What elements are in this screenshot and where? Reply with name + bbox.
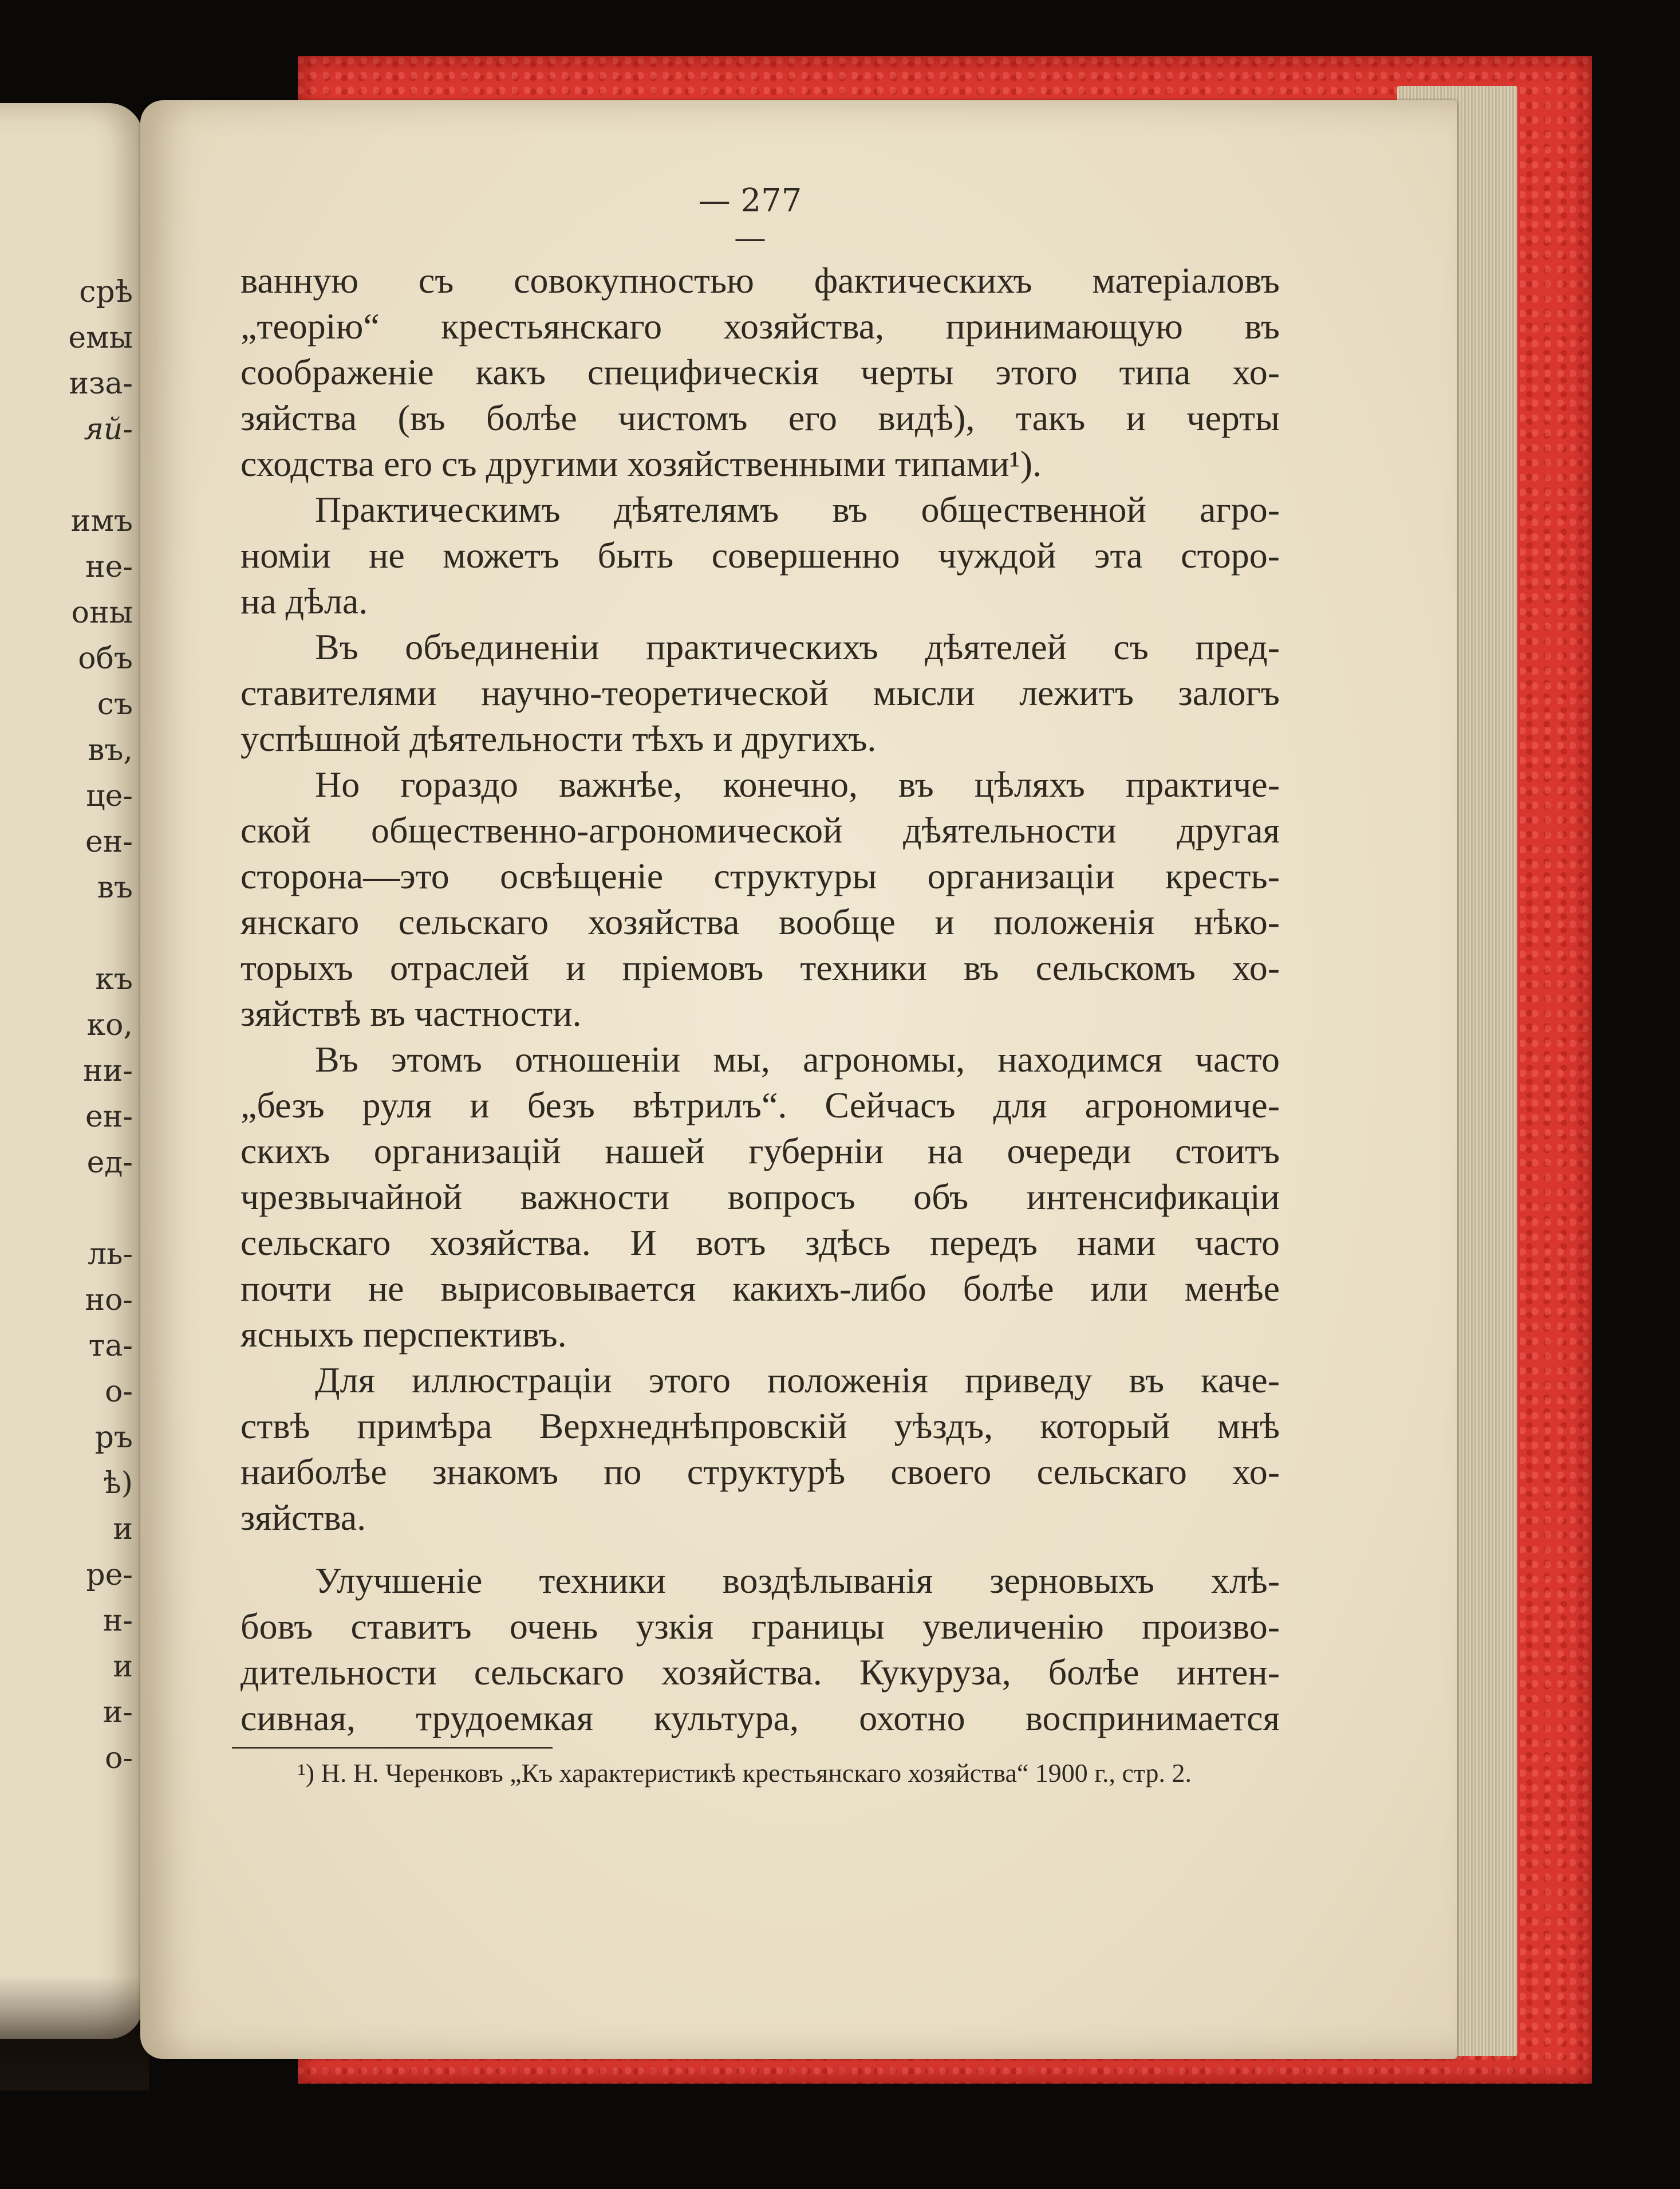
left-page-fragment: це- xyxy=(86,779,133,813)
text-line: почти не вырисовывается какихъ-либо болѣе или менѣе xyxy=(240,1268,1280,1309)
left-page-fragment: въ, xyxy=(88,733,133,767)
text-line: янскаго сельскаго хозяйства вообще и положенія нѣко- xyxy=(240,901,1280,942)
text-line: чрезвычайной важности вопросъ объ интенсификаціи xyxy=(240,1176,1280,1217)
left-page-fragment: ѣ) xyxy=(103,1466,133,1501)
left-page-shadow xyxy=(0,1976,149,2090)
text-line: зяйства (въ болѣе чистомъ его видѣ), такъ и черты xyxy=(240,397,1280,438)
text-line: Для иллюстраціи этого положенія приведу въ каче- xyxy=(315,1360,1280,1400)
left-page-fragment: ен- xyxy=(85,1100,133,1134)
text-line: торыхъ отраслей и пріемовъ техники въ сельскомъ хо- xyxy=(240,947,1280,988)
text-line: „теорію“ крестьянскаго хозяйства, принимающую въ xyxy=(240,306,1280,347)
left-page-fragment: объ xyxy=(78,641,133,676)
page-number: — 277 — xyxy=(698,182,802,257)
footnote-rule xyxy=(232,1747,553,1749)
left-page-fragment: ко, xyxy=(86,1008,133,1042)
left-page-fragment: въ xyxy=(97,871,133,905)
left-page-fragment: ль- xyxy=(88,1237,133,1271)
left-page-fragment: къ xyxy=(95,962,133,997)
text-line: на дѣла. xyxy=(240,581,368,621)
left-page-fragment: ед- xyxy=(86,1145,133,1180)
left-page-fragment: съ xyxy=(97,687,133,722)
left-page-fragment: иза- xyxy=(69,367,133,401)
left-page-fragment: н- xyxy=(102,1604,133,1638)
left-page-fragment: ен- xyxy=(85,825,133,859)
footnote: ¹) Н. Н. Черенковъ „Къ характеристикѣ крестьянскаго хозяйства“ 1900 г., стр. 2. xyxy=(298,1758,1192,1788)
text-line: дительности сельскаго хозяйства. Кукуруза, болѣе интен- xyxy=(240,1652,1280,1692)
text-line: ской общественно-агрономической дѣятельности другая xyxy=(240,810,1280,851)
left-page-fragment: емы xyxy=(68,321,133,355)
text-line: наиболѣе знакомъ по структурѣ своего сельскаго хо- xyxy=(240,1451,1280,1492)
left-page xyxy=(0,103,143,2039)
left-page-fragment: оны xyxy=(71,596,133,630)
text-line: Практическимъ дѣятелямъ въ общественной агро- xyxy=(315,489,1280,530)
text-line: сторона—это освѣщеніе структуры организаціи кресть- xyxy=(240,856,1280,896)
text-line: номіи не можетъ быть совершенно чуждой эта сторо- xyxy=(240,535,1280,576)
left-page-fragment: о- xyxy=(105,1375,133,1409)
text-line: Улучшеніе техники воздѣлыванія зерновыхъ хлѣ- xyxy=(315,1560,1280,1601)
text-line: сходства его съ другими хозяйственными типами¹). xyxy=(240,443,1042,484)
left-page-fragment: яй- xyxy=(84,412,133,447)
text-line: успѣшной дѣятельности тѣхъ и другихъ. xyxy=(240,718,877,759)
text-line: соображеніе какъ специфическія черты этого типа хо- xyxy=(240,352,1280,392)
text-line: сельскаго хозяйства. И вотъ здѣсь передъ нами часто xyxy=(240,1222,1280,1263)
text-line: зяйствѣ въ частности. xyxy=(240,993,582,1034)
left-page-fragment: имъ xyxy=(70,504,133,538)
text-line: зяйства. xyxy=(240,1497,366,1538)
left-page-fragment: ръ xyxy=(94,1420,133,1455)
left-page-fragment: не- xyxy=(85,550,133,584)
left-page-fragment: о- xyxy=(105,1741,133,1775)
left-page-fragment: и xyxy=(113,1649,133,1684)
left-page-fragment: ре- xyxy=(86,1558,133,1592)
text-line: Но гораздо важнѣе, конечно, въ цѣляхъ практиче- xyxy=(315,764,1280,805)
text-line: Въ объединеніи практическихъ дѣятелей съ пред- xyxy=(315,627,1280,667)
text-line: ствѣ примѣра Верхнеднѣпровскій уѣздъ, который мнѣ xyxy=(240,1405,1280,1446)
left-page-fragment: но- xyxy=(85,1283,133,1317)
text-line: скихъ организацій нашей губерніи на очереди стоитъ xyxy=(240,1131,1280,1171)
left-page-fragment: та- xyxy=(88,1329,133,1363)
text-line: ванную съ совокупностью фактическихъ матеріаловъ xyxy=(240,260,1280,301)
text-line: ясныхъ перспективъ. xyxy=(240,1314,567,1355)
text-line: ставителями научно-теоретической мысли лежитъ залогъ xyxy=(240,672,1280,713)
left-page-fragment: ни- xyxy=(83,1054,133,1088)
left-page-fragment: срѣ xyxy=(79,275,133,309)
text-line: Въ этомъ отношеніи мы, агрономы, находимся часто xyxy=(315,1039,1280,1080)
text-line: „безъ руля и безъ вѣтрилъ“. Сейчасъ для агрономиче- xyxy=(240,1085,1280,1125)
text-line: бовъ ставитъ очень узкія границы увеличенію произво- xyxy=(240,1606,1280,1647)
left-page-fragment: и xyxy=(113,1512,133,1546)
text-line: сивная, трудоемкая культура, охотно воспринимается xyxy=(240,1698,1280,1738)
left-page-fragment: и- xyxy=(102,1695,133,1730)
